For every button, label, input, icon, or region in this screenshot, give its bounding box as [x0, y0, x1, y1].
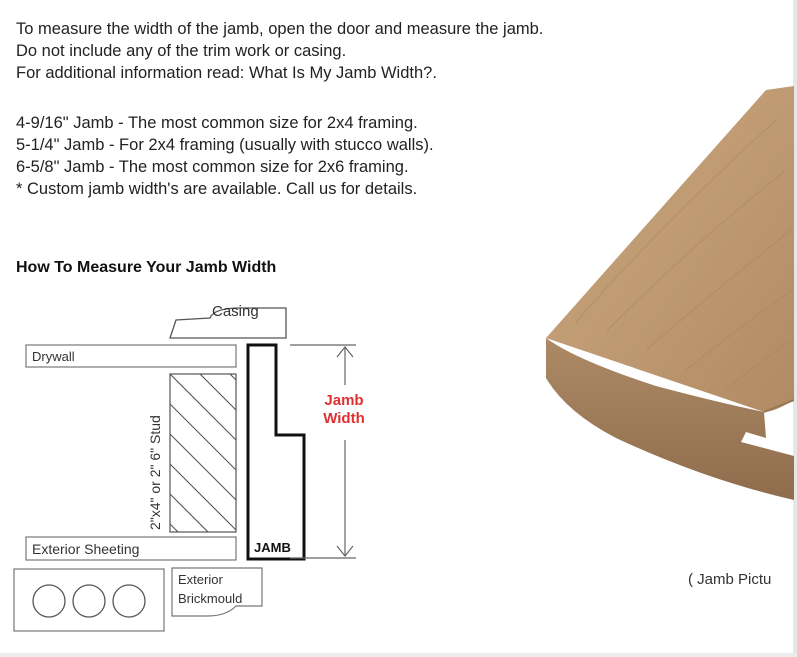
jamb-width-diagram [0, 290, 560, 650]
jamb-width-label: Jamb [324, 392, 364, 409]
diagram-title: How To Measure Your Jamb Width [16, 259, 277, 276]
jamb-size-item: * Custom jamb width's are available. Call us for details. [16, 180, 418, 198]
jamb-label: JAMB [254, 540, 291, 555]
jamb-photo [536, 60, 794, 500]
exterior-sheeting-label: Exterior Sheeting [32, 541, 140, 557]
intro-paragraph [16, 18, 543, 84]
casing-label: Casing [212, 303, 259, 320]
jamb-size-item: 5-1/4" Jamb - For 2x4 framing (usually with stucco walls). [16, 136, 434, 154]
brick-hole [33, 585, 65, 617]
jamb-size-item: 4-9/16" Jamb - The most common size for 2x4 framing. [16, 114, 418, 132]
jamb-picture-caption: ( Jamb Pictu [688, 571, 772, 588]
brickmould-label: Brickmould [178, 591, 243, 606]
stud-box [170, 374, 236, 532]
stud-label: 2"x4" or 2" 6" Stud [147, 415, 163, 530]
jamb-profile [248, 345, 304, 559]
brickmould-label: Exterior [178, 572, 223, 587]
jamb-width-label: Width [323, 410, 365, 427]
intro-line: For additional information read: What Is My Jamb Width?. [16, 64, 437, 82]
jamb-size-item: 6-5/8" Jamb - The most common size for 2x6 framing. [16, 158, 409, 176]
intro-line: To measure the width of the jamb, open the door and measure the jamb. [16, 20, 544, 38]
brick-hole [73, 585, 105, 617]
jamb-sizes-list [16, 112, 434, 200]
drywall-label: Drywall [32, 349, 75, 364]
intro-line: Do not include any of the trim work or casing. [16, 42, 347, 60]
brick-hole [113, 585, 145, 617]
page-bottom-edge [0, 653, 797, 657]
